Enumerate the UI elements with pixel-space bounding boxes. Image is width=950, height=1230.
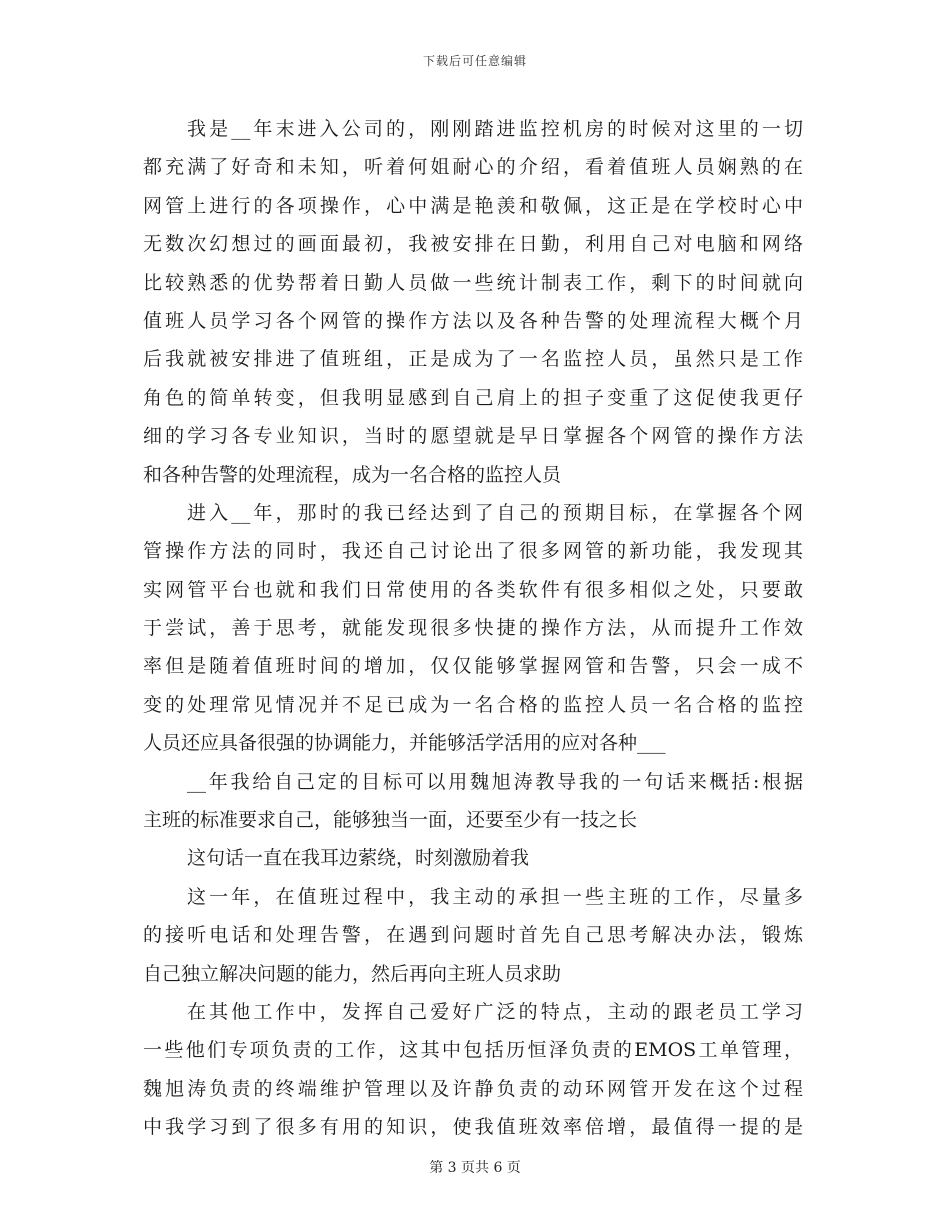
text-line: 细的学习各专业知识，当时的愿望就是早日掌握各个网管的操作方法 bbox=[143, 425, 803, 448]
text-line: 比较熟悉的优势帮着日勤人员做一些统计制表工作，剩下的时间就向 bbox=[143, 271, 803, 294]
text-line: 我是__年末进入公司的，刚刚踏进监控机房的时候对这里的一切 bbox=[187, 118, 803, 140]
text-line: 网管上进行的各项操作，心中满是艳羡和敬佩，这正是在学校时心中 bbox=[143, 194, 803, 217]
text-line: 魏旭涛负责的终端维护管理以及许静负责的动环网管开发在这个过程 bbox=[143, 1077, 803, 1100]
text-line: 无数次幻想过的画面最初，我被安排在日勤，利用自己对电脑和网络 bbox=[143, 233, 803, 256]
text-line: 和各种告警的处理流程，成为一名合格的监控人员 bbox=[143, 463, 562, 486]
text-line: 变的处理常见情况并不足已成为一名合格的监控人员一名合格的监控 bbox=[143, 693, 803, 716]
text-line: 于尝试，善于思考，就能发现很多快捷的操作方法，从而提升工作效 bbox=[143, 617, 803, 640]
text-line: 率但是随着值班时间的增加，仅仅能够掌握网管和告警，只会一成不 bbox=[143, 655, 803, 678]
text-line: 中我学习到了很多有用的知识，使我值班效率倍增，最值得一提的是 bbox=[143, 1116, 803, 1139]
document-body bbox=[143, 110, 803, 1147]
text-line: 在其他工作中，发挥自己爱好广泛的特点，主动的跟老员工学习 bbox=[187, 1000, 803, 1023]
text-line: 都充满了好奇和未知，听着何姐耐心的介绍，看着值班人员娴熟的在 bbox=[143, 156, 803, 179]
text-line: 人员还应具备很强的协调能力，并能够活学活用的应对各种___ bbox=[143, 732, 666, 755]
text-line: 进入__年，那时的我已经达到了自己的预期目标，在掌握各个网 bbox=[187, 501, 803, 524]
text-line: 值班人员学习各个网管的操作方法以及各种告警的处理流程大概个月 bbox=[143, 309, 803, 332]
text-line: 一些他们专项负责的工作，这其中包括历恒泽负责的EMOS工单管理， bbox=[143, 1039, 803, 1062]
page-number: 第 3 页共 6 页 bbox=[429, 1160, 521, 1176]
text-line: 后我就被安排进了值班组，正是成为了一名监控人员，虽然只是工作 bbox=[143, 348, 803, 371]
text-line: 自己独立解决问题的能力，然后再向主班人员求助 bbox=[143, 962, 562, 985]
text-line: 管操作方法的同时，我还自己讨论出了很多网管的新功能，我发现其 bbox=[143, 540, 803, 563]
text-line: 的接听电话和处理告警，在遇到问题时首先自己思考解决办法，锻炼 bbox=[143, 924, 803, 947]
text-line: 实网管平台也就和我们日常使用的各类软件有很多相似之处，只要敢 bbox=[143, 578, 803, 601]
text-line: __年我给自己定的目标可以用魏旭涛教导我的一句话来概括:根据 bbox=[187, 770, 803, 793]
text-line: 主班的标准要求自己，能够独当一面，还要至少有一技之长 bbox=[143, 809, 638, 832]
text-line: 角色的简单转变，但我明显感到自己肩上的担子变重了这促使我更仔 bbox=[143, 386, 803, 409]
text-line: 这一年，在值班过程中，我主动的承担一些主班的工作，尽量多 bbox=[187, 885, 803, 908]
text-line: 这句话一直在我耳边萦绕，时刻激励着我 bbox=[187, 847, 530, 870]
page-header: 下载后可任意编辑 bbox=[422, 54, 527, 68]
